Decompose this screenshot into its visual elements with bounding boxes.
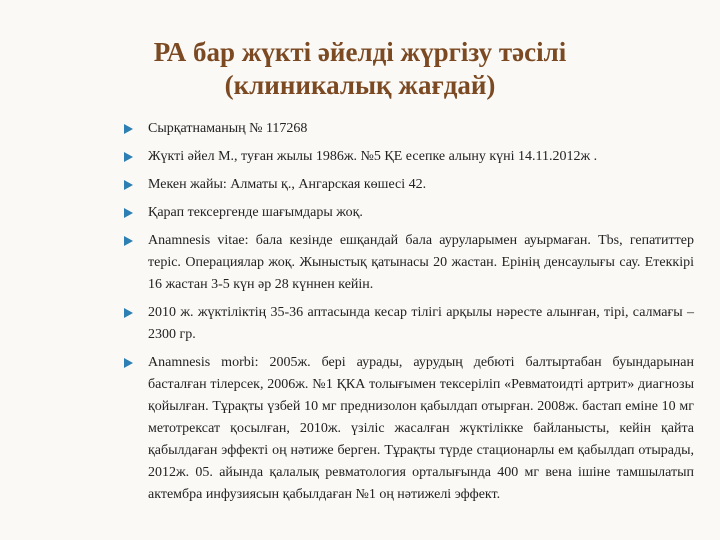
bullet-arrow-icon <box>124 308 133 318</box>
bullet-item-complaints <box>124 202 694 224</box>
bullet-item-anamnesis-vitae <box>124 230 694 296</box>
bullet-arrow-icon <box>124 208 133 218</box>
bullet-item-patient <box>124 146 694 168</box>
bullet-item-address <box>124 174 694 196</box>
bullet-text: Anamnesis morbi: 2005ж. бері аурады, аурудың дебюті балтыртабан буындарынан басталған тілерсек, 2006ж. №1 ҚКА толығымен тексеріліп «Ревматоидті артрит» диагнозы қойылған. Тұрақты үзбей 10 мг преднизолон қабылдап отырған. 2008ж. бастап еміне 10 мг метотрексат қосылған, 2010ж. үзіліс жасалған жүктілікке байланысты, кейін қайта қабылдаған эффекті оң нәтиже берген. Тұрақты түрде стационарлы ем қабылдап отырады, 2012ж. 05. айында қалалық ревматология орталығында 400 мг вена ішіне тамшылатып актембра инфузиясын қабылдаған №1 оң нәтижелі эффект. <box>148 355 694 502</box>
bullet-item-record-number <box>124 118 694 140</box>
bullet-text: Қарап тексергенде шағымдары жоқ. <box>148 205 363 220</box>
slide-title-line-2: (клиникалық жағдай) <box>224 70 496 100</box>
bullet-text: 2010 ж. жүктіліктің 35-36 аптасында кесар тілігі арқылы нәресте алынған, тірі, салмағы – 2300 гр. <box>148 305 694 342</box>
bullet-text: Жүкті әйел М., туған жылы 1986ж. №5 ҚЕ есепке алыну күні 14.11.2012ж . <box>148 149 598 164</box>
bullet-arrow-icon <box>124 358 133 368</box>
bullet-list <box>124 118 694 512</box>
bullet-text: Anamnesis vitae: бала кезінде ешқандай бала ауруларымен ауырмаған. Tbs, гепатиттер теріс. Операциялар жоқ. Жыныстық қатынасы 20 жастан. Ерінің денсаулығы сау. Етеккірі 16 жастан 3-5 күн әр 28 күннен кейін. <box>148 233 694 292</box>
bullet-text: Мекен жайы: Алматы қ., Ангарская көшесі 42. <box>148 177 427 192</box>
bullet-item-previous-pregnancy <box>124 302 694 346</box>
bullet-arrow-icon <box>124 236 133 246</box>
bullet-arrow-icon <box>124 152 133 162</box>
slide-title <box>60 36 660 102</box>
slide-title-line-1: РА бар жүкті әйелді жүргізу тәсілі <box>153 37 567 67</box>
bullet-arrow-icon <box>124 124 133 134</box>
bullet-arrow-icon <box>124 180 133 190</box>
bullet-text: Сырқатнаманың № 117268 <box>148 121 308 136</box>
bullet-item-anamnesis-morbi <box>124 352 694 506</box>
